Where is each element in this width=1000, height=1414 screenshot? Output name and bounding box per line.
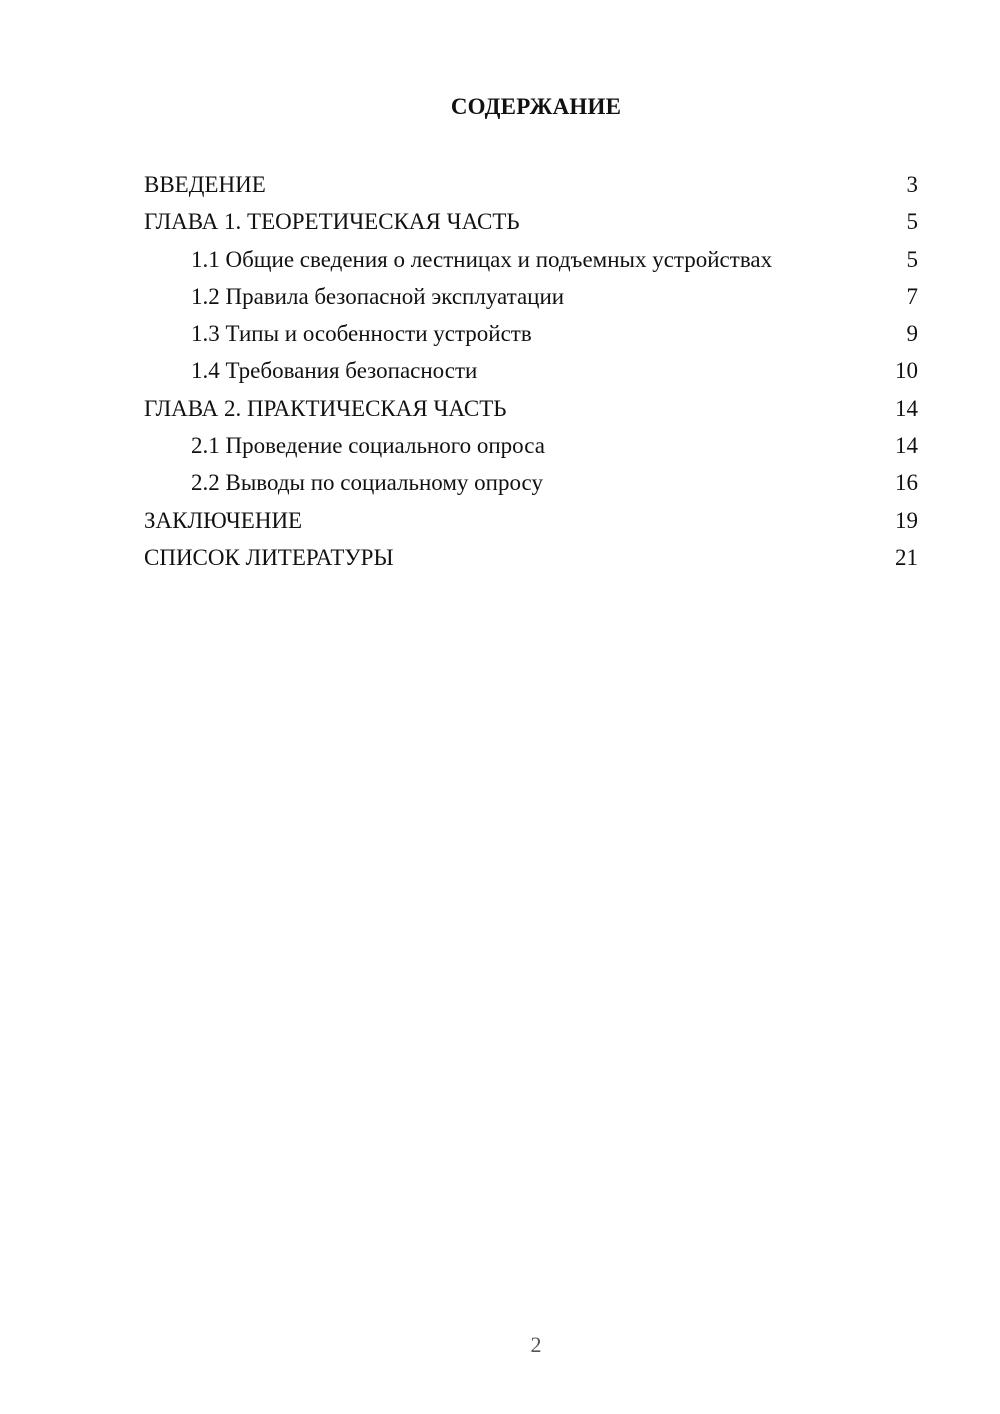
table-of-contents	[144, 166, 918, 576]
toc-entry	[144, 166, 918, 203]
toc-entry-label: 2.2 Выводы по социальному опросу	[191, 470, 543, 496]
toc-entry-page: 5	[906, 209, 918, 235]
toc-entry	[144, 278, 918, 315]
toc-entry	[144, 464, 918, 501]
toc-entry	[144, 352, 918, 389]
toc-entry-label: ВВЕДЕНИЕ	[144, 172, 266, 197]
toc-entry-label: 2.1 Проведение социального опроса	[191, 433, 545, 459]
toc-entry-label: ГЛАВА 1. ТЕОРЕТИЧЕСКАЯ ЧАСТЬ	[144, 209, 520, 235]
toc-entry-page: 10	[895, 358, 918, 384]
toc-entry-page: 19	[895, 507, 918, 533]
toc-entry-page: 14	[895, 433, 918, 459]
toc-entry-label: 1.4 Требования безопасности	[191, 358, 478, 384]
toc-entry	[144, 502, 918, 539]
toc-entry-label: СПИСОК ЛИТЕРАТУРЫ	[144, 544, 394, 570]
toc-entry-page: 3	[906, 172, 918, 197]
toc-entry-page: 9	[906, 321, 918, 347]
toc-entry-label: 1.1 Общие сведения о лестницах и подъемных устройствах	[191, 246, 773, 272]
toc-entry-page: 14	[895, 395, 918, 421]
toc-title: СОДЕРЖАНИЕ	[450, 94, 622, 119]
toc-entry	[144, 315, 918, 352]
toc-entry-page: 21	[895, 544, 918, 570]
toc-entry-page: 16	[895, 470, 918, 496]
toc-entry-label: ГЛАВА 2. ПРАКТИЧЕСКАЯ ЧАСТЬ	[144, 395, 507, 421]
toc-entry-page: 7	[906, 283, 918, 309]
page-number: 2	[530, 1332, 542, 1357]
toc-entry	[144, 241, 918, 278]
toc-entry	[144, 427, 918, 464]
toc-entry-label: ЗАКЛЮЧЕНИЕ	[144, 507, 303, 533]
toc-entry-label: 1.2 Правила безопасной эксплуатации	[191, 283, 565, 309]
toc-entry	[144, 390, 918, 427]
toc-entry	[144, 539, 918, 576]
toc-entry-label: 1.3 Типы и особенности устройств	[191, 321, 532, 347]
toc-entry	[144, 203, 918, 240]
toc-entry-page: 5	[906, 246, 918, 272]
